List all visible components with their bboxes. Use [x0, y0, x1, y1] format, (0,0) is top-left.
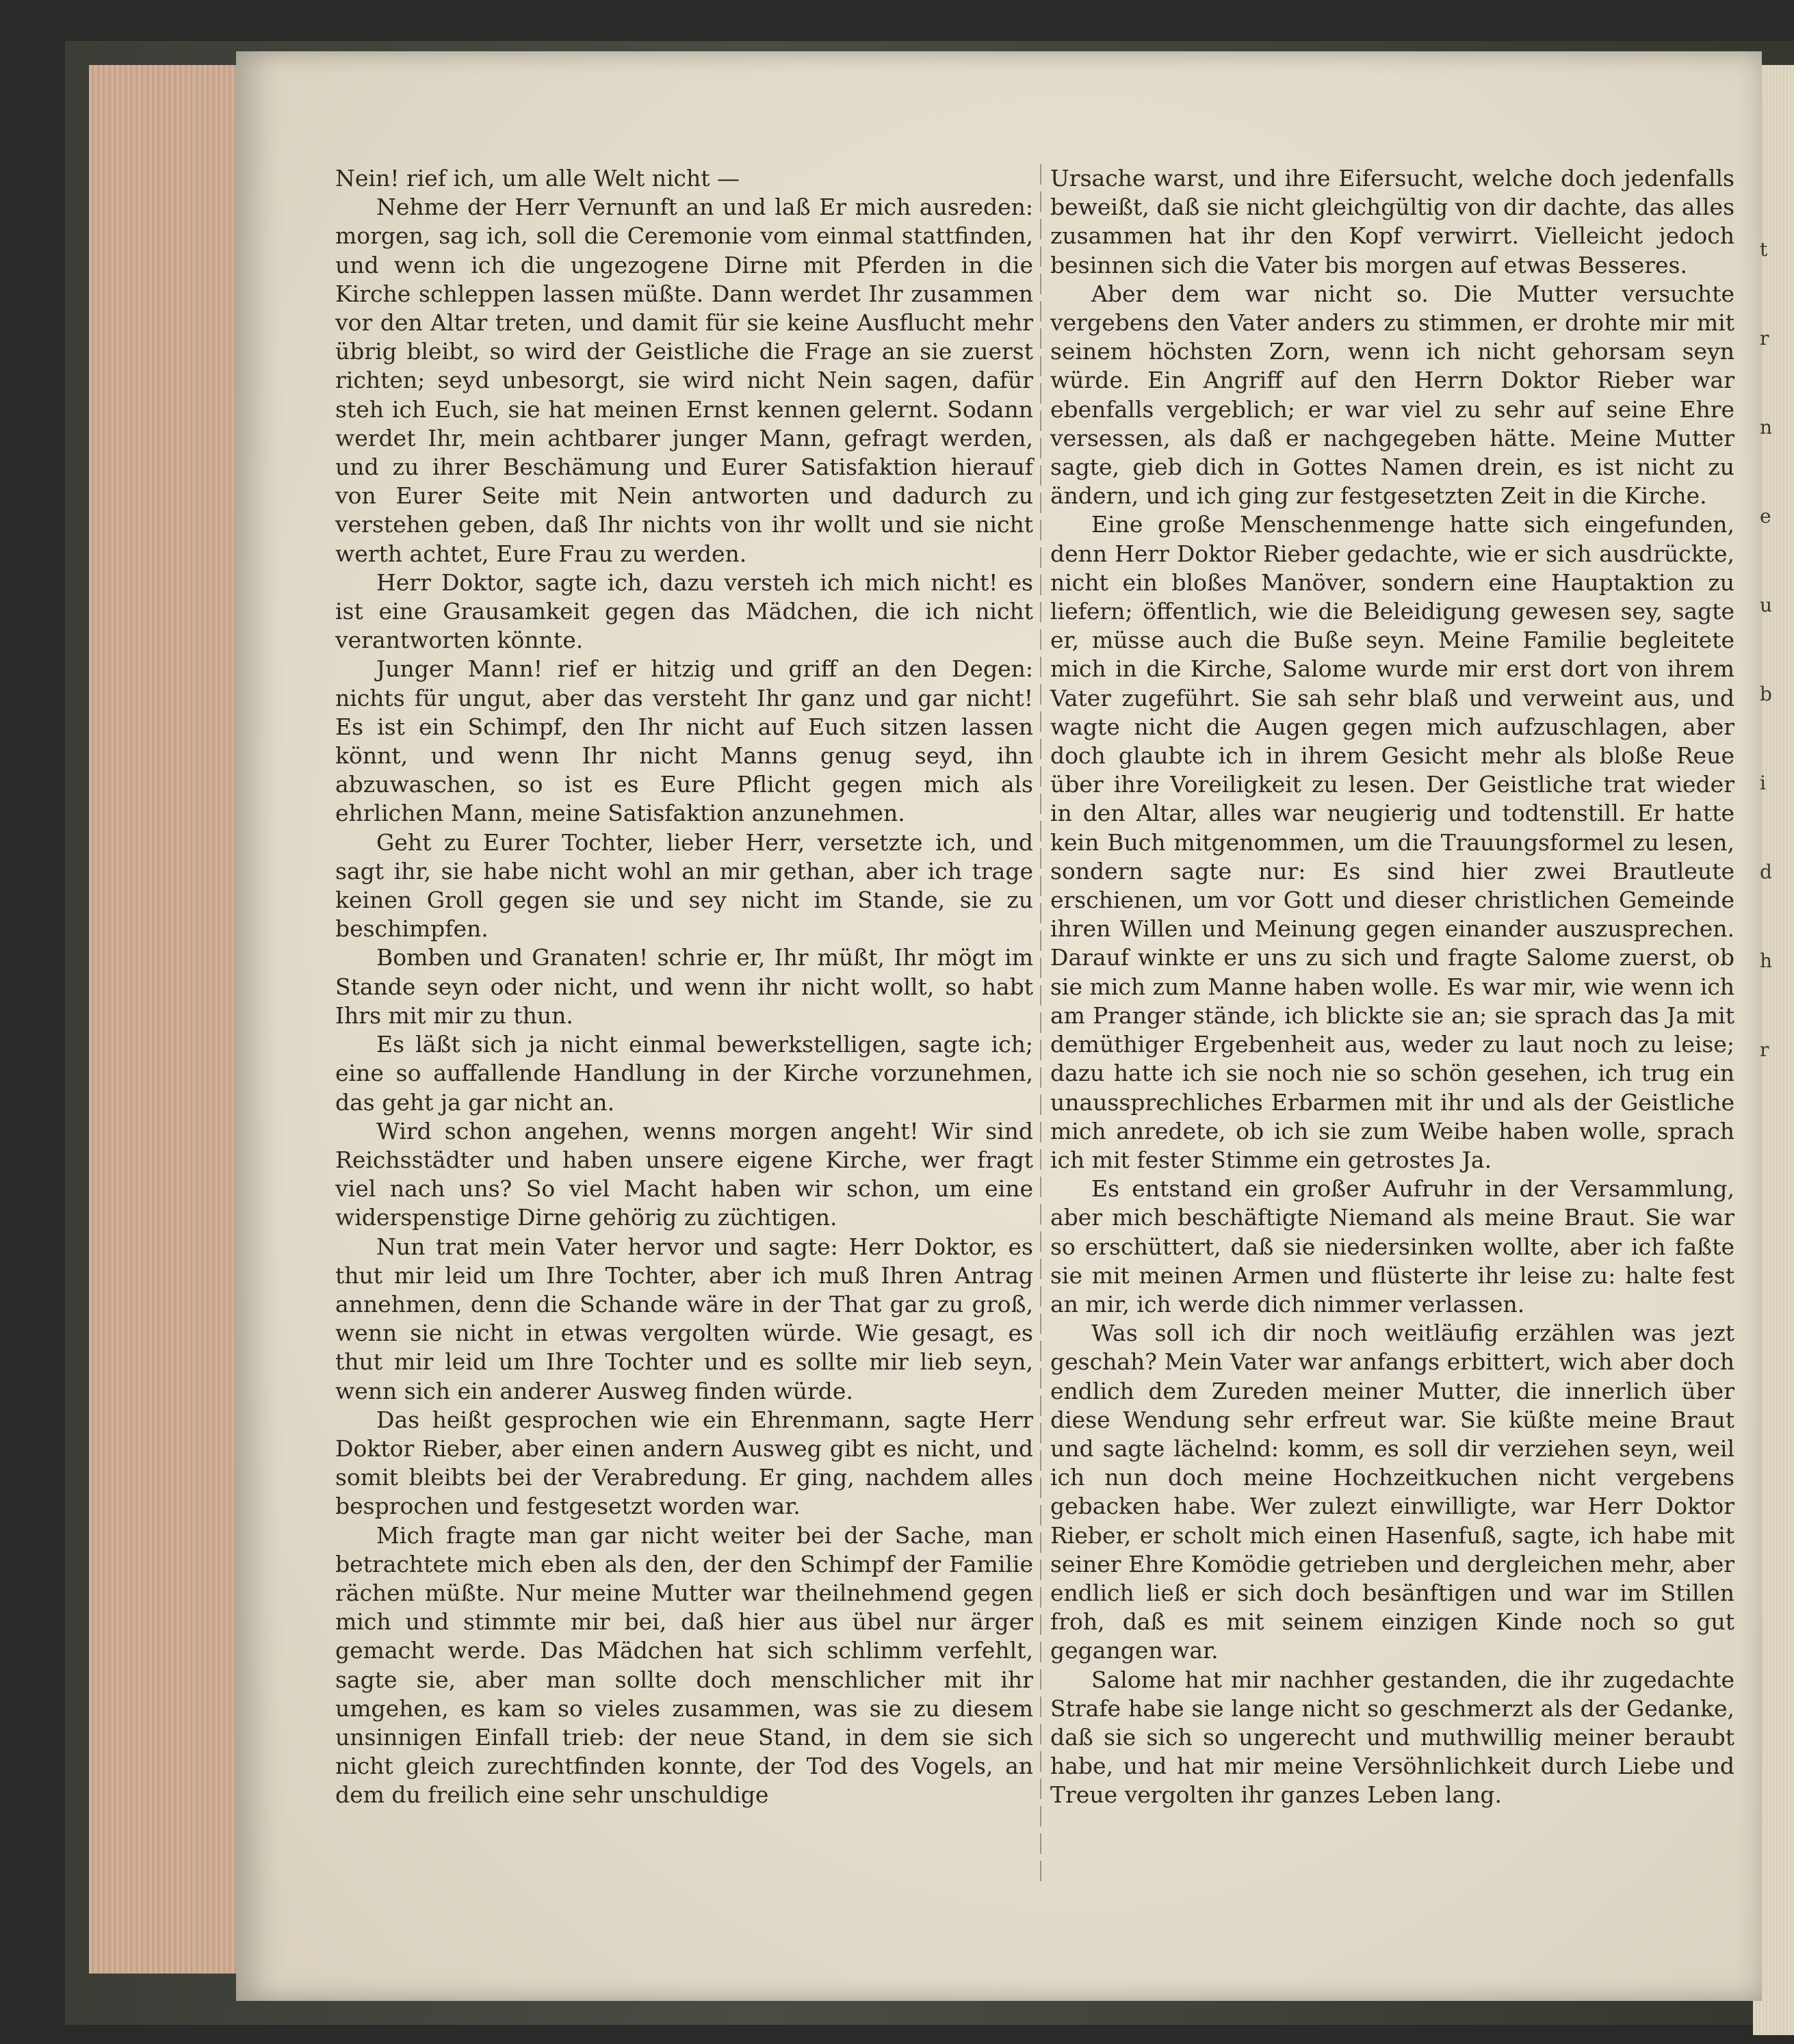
margin-letter: e — [1760, 505, 1771, 527]
text-column-left — [335, 164, 1033, 1810]
paragraph: Nein! rief ich, um alle Welt nicht — — [335, 165, 740, 192]
paragraph: Geht zu Eurer Tochter, lieber Herr, versetzte ich, und sagt ihr, sie habe nicht wohl an mir gethan, aber ich trage keinen Groll gegen sie und sey nicht im Stande, sie zu beschimpfen. — [335, 828, 1033, 943]
paragraph: Ursache warst, und ihre Eifersucht, welche doch jedenfalls beweißt, daß sie nicht gleichgültig von dir dachte, das alles zusammen hat ihr den Kopf verwirrt. Vielleicht jedoch besinnen sich die Vater bis morgen auf etwas Besseres. — [1050, 165, 1734, 278]
margin-letter: r — [1760, 1038, 1769, 1061]
margin-letter: t — [1760, 238, 1768, 261]
paragraph: Das heißt gesprochen wie ein Ehrenmann, sagte Herr Doktor Rieber, aber einen andern Ausweg gibt es nicht, und somit bleibts bei der Verabredung. Er ging, nachdem alles besprochen und festgesetzt worden war. — [335, 1406, 1033, 1520]
paragraph: Nehme der Herr Vernunft an und laß Er mich ausreden: morgen, sag ich, soll die Ceremonie vom einmal stattfinden, und wenn ich die ungezogene Dirne mit Pferden in die Kirche schleppen lassen müßte. Dann werdet Ihr zusammen vor den Altar treten, und damit für sie keine Ausflucht mehr übrig bleibt, so wird der Geistliche die Frage an sie zuerst richten; seyd unbesorgt, sie wird nicht Nein sagen, dafür steh ich Euch, sie hat meinen Ernst kennen gelernt. Sodann werdet Ihr, mein achtbarer junger Mann, gefragt werden, und zu ihrer Beschämung und Eurer Satisfaktion hierauf von Eurer Seite mit Nein antworten und dadurch zu verstehen geben, daß Ihr nichts von ihr wollt und sie nicht werth achtet, Eure Frau zu werden. — [335, 194, 1033, 567]
margin-letter: r — [1760, 327, 1769, 350]
margin-letter: d — [1760, 861, 1772, 883]
page-stack-left — [89, 65, 253, 1974]
facing-page-margin — [1760, 205, 1794, 1095]
margin-letter: i — [1760, 772, 1766, 794]
margin-letter: h — [1760, 949, 1773, 972]
paragraph: Wird schon angehen, wenns morgen angeht! Wir sind Reichsstädter und haben unsere eigene Kirche, wer fragt viel nach uns? So viel Macht haben wir schon, um eine widerspenstige Dirne gehörig zu züchtigen. — [335, 1117, 1033, 1231]
paragraph: Es läßt sich ja nicht einmal bewerkstelligen, sagte ich; eine so auffallende Handlung in der Kirche vorzunehmen, das geht ja gar nicht an. — [335, 1031, 1033, 1116]
paragraph: Bomben und Granaten! schrie er, Ihr müßt, Ihr mögt im Stande seyn oder nicht, und wenn ihr nicht wollt, so habt Ihrs mit mir zu thun. — [335, 944, 1033, 1029]
paragraph: Junger Mann! rief er hitzig und griff an den Degen: nichts für ungut, aber das versteht Ihr ganz und gar nicht! Es ist ein Schimpf, den Ihr nicht auf Euch sitzen lassen könnt, und wenn Ihr nicht Manns genug seyd, ihn abzuwaschen, so ist es Eure Pflicht gegen mich als ehrlichen Mann, meine Satisfaktion anzunehmen. — [335, 655, 1033, 827]
column-divider — [1040, 164, 1041, 1888]
paragraph: Aber dem war nicht so. Die Mutter versuchte vergebens den Vater anders zu stimmen, er drohte mir mit seinem höchsten Zorn, wenn ich nicht gehorsam seyn würde. Ein Angriff auf den Herrn Doktor Rieber war ebenfalls vergeblich; er war viel zu sehr auf seine Ehre versessen, als daß er nachgegeben hätte. Meine Mutter sagte, gieb dich in Gottes Namen drein, es ist nicht zu ändern, und ich ging zur festgesetzten Zeit in die Kirche. — [1050, 280, 1734, 510]
paragraph: Es entstand ein großer Aufruhr in der Versammlung, aber mich beschäftigte Niemand als meine Braut. Sie war so erschüttert, daß sie niedersinken wollte, aber ich faßte sie mit meinen Armen und flüsterte ihr leise zu: halte fest an mir, ich werde dich nimmer verlassen. — [1050, 1175, 1734, 1318]
margin-letter: u — [1760, 594, 1773, 616]
paragraph: Mich fragte man gar nicht weiter bei der Sache, man betrachtete mich eben als den, der den Schimpf der Familie rächen müßte. Nur meine Mutter war theilnehmend gegen mich und stimmte mir bei, daß hier aus übel nur ärger gemacht werde. Das Mädchen hat sich schlimm verfehlt, sagte sie, aber man sollte doch menschlicher mit ihr umgehen, es kam so vieles zusammen, was sie zu diesem unsinnigen Einfall trieb: der neue Stand, in dem sie sich nicht gleich zurechtfinden konnte, der Tod des Vogels, an dem du freilich eine sehr unschuldige — [335, 1521, 1033, 1809]
paragraph: Eine große Menschenmenge hatte sich eingefunden, denn Herr Doktor Rieber gedachte, wie er sich ausdrückte, nicht ein bloßes Manöver, sondern eine Hauptaktion zu liefern; öffentlich, wie die Beleidigung gewesen sey, sagte er, müsse auch die Buße seyn. Meine Familie begleitete mich in die Kirche, Salome wurde mir erst dort von ihrem Vater zugeführt. Sie sah sehr blaß und verweint aus, und wagte nicht die Augen gegen mich aufzuschlagen, aber doch glaubte ich in ihrem Gesicht mehr als bloße Reue über ihre Voreiligkeit zu lesen. Der Geistliche trat wieder in den Altar, alles war neugierig und todtenstill. Er hatte kein Buch mitgenommen, um die Trauungsformel zu lesen, sondern sagte nur: Es sind hier zwei Brautleute erschienen, um vor Gott und dieser christlichen Gemeinde ihren Willen und Meinung gegen einander auszusprechen. Darauf winkte er uns zu sich und fragte Salome zuerst, ob sie mich zum Manne haben wolle. Es war mir, wie wenn ich am Pranger stände, ich blickte sie an; sie sprach das Ja mit demüthiger Ergebenheit aus, weder zu laut noch zu leise; dazu hatte ich sie noch nie so schön gesehen, ich trug ein unaussprechliches Erbarmen mit ihr und als der Geistliche mich anredete, ob ich sie zum Weibe haben wolle, sprach ich mit fester Stimme ein getrostes Ja. — [1050, 511, 1734, 1173]
margin-letter: b — [1760, 683, 1772, 705]
paragraph: Salome hat mir nachher gestanden, die ihr zugedachte Strafe habe sie lange nicht so geschmerzt als der Gedanke, daß sie sich so ungerecht und muthwillig meiner beraubt habe, und hat mir meine Versöhnlichkeit durch Liebe und Treue vergolten ihr ganzes Leben lang. — [1050, 1666, 1734, 1809]
paragraph: Nun trat mein Vater hervor und sagte: Herr Doktor, es thut mir leid um Ihre Tochter, aber ich muß Ihren Antrag annehmen, denn die Schande wäre in der That gar zu groß, wenn sie nicht in etwas vergolten würde. Wie gesagt, es thut mir leid um Ihre Tochter und es sollte mir lieb seyn, wenn sich ein anderer Ausweg finden würde. — [335, 1233, 1033, 1404]
paragraph: Herr Doktor, sagte ich, dazu versteh ich mich nicht! es ist eine Grausamkeit gegen das Mädchen, die ich nicht verantworten könnte. — [335, 568, 1033, 654]
paragraph: Was soll ich dir noch weitläufig erzählen was jezt geschah? Mein Vater war anfangs erbittert, wich aber doch endlich dem Zureden meiner Mutter, die innerlich über diese Wendung sehr erfreut war. Sie küßte meine Braut und sagte lächelnd: komm, es soll dir verziehen seyn, weil ich nun doch meine Hochzeitkuchen nicht vergebens gebacken habe. Wer zulezt einwilligte, war Herr Doktor Rieber, er scholt mich einen Hasenfuß, sagte, ich habe mit seiner Ehre Komödie getrieben und dergleichen mehr, aber endlich ließ er sich doch besänftigen und war im Stillen froh, daß es mit seinem einzigen Kinde noch so gut gegangen war. — [1050, 1320, 1734, 1664]
text-column-right — [1050, 164, 1734, 1810]
margin-letter: n — [1760, 416, 1773, 438]
